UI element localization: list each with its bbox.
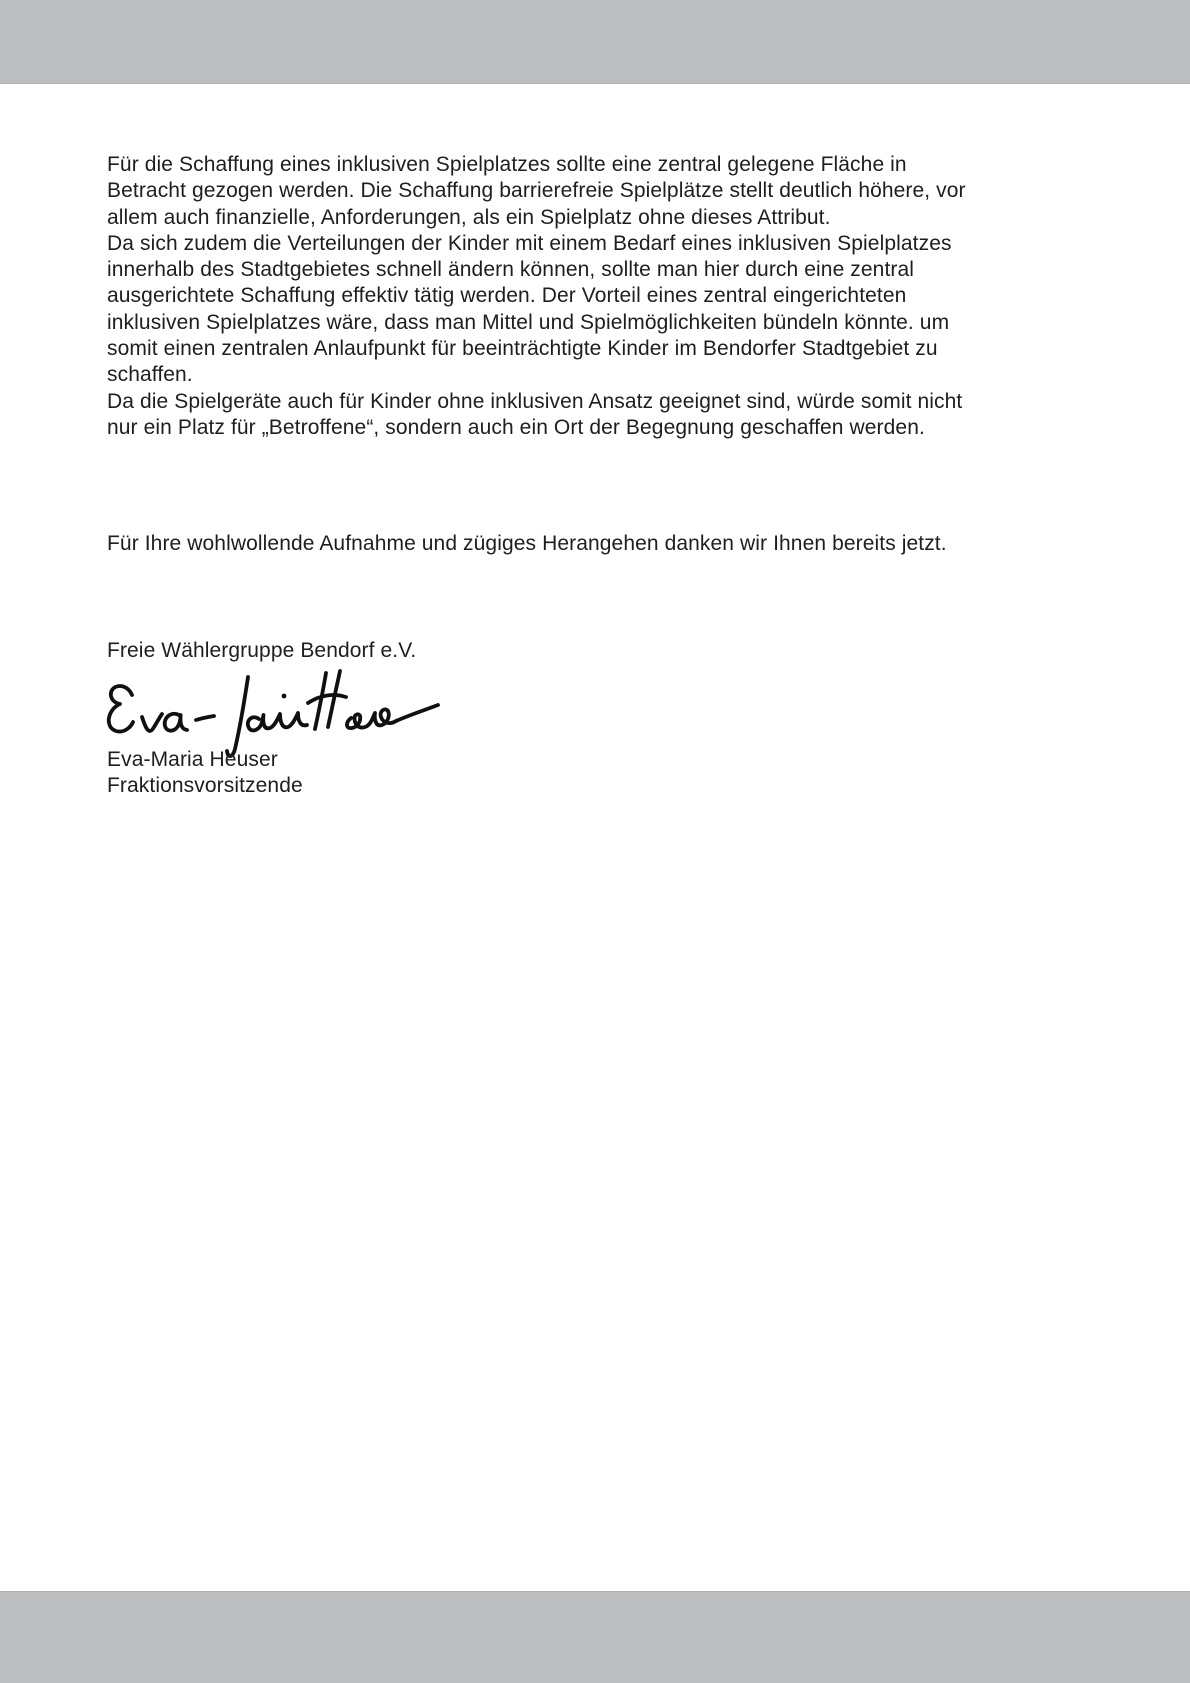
signer-title: Fraktionsvorsitzende — [107, 774, 303, 798]
body-line: Betracht gezogen werden. Die Schaffung barrierefreie Spielplätze stellt deutlich höhere, vor — [107, 179, 966, 203]
body-line: schaffen. — [107, 363, 193, 387]
signer-block — [107, 747, 303, 800]
body-line: inklusiven Spielplatzes wäre, dass man Mittel und Spielmöglichkeiten bündeln könnte. um — [107, 310, 950, 334]
body-line: ausgerichtete Schaffung effektiv tätig werden. Der Vorteil eines zentral eingerichteten — [107, 284, 907, 308]
top-gray-bar — [0, 0, 1190, 84]
body-line: Da sich zudem die Verteilungen der Kinder mit einem Bedarf eines inklusiven Spielplatzes — [107, 231, 952, 255]
letter-body — [107, 152, 1047, 441]
body-line: allem auch finanzielle, Anforderungen, als ein Spielplatz ohne dieses Attribut. — [107, 205, 831, 229]
body-line: Da die Spielgeräte auch für Kinder ohne inklusiven Ansatz geeignet sind, würde somit nicht — [107, 389, 963, 413]
body-line: nur ein Platz für „Betroffene“, sondern auch ein Ort der Begegnung geschaffen werden. — [107, 415, 925, 439]
body-line: innerhalb des Stadtgebietes schnell ändern können, sollte man hier durch eine zentral — [107, 258, 915, 282]
signer-name: Eva-Maria Heuser — [107, 748, 278, 771]
bottom-gray-bar — [0, 1591, 1190, 1683]
body-line: Für die Schaffung eines inklusiven Spielplatzes sollte eine zentral gelegene Fläche in — [107, 153, 907, 176]
organization-line: Freie Wählergruppe Bendorf e.V. — [107, 639, 417, 662]
body-line: somit einen zentralen Anlaufpunkt für beeinträchtigte Kinder im Bendorfer Stadtgebiet zu — [107, 337, 938, 361]
closing-line: Für Ihre wohlwollende Aufnahme und zügiges Herangehen danken wir Ihnen bereits jetzt. — [107, 532, 947, 555]
